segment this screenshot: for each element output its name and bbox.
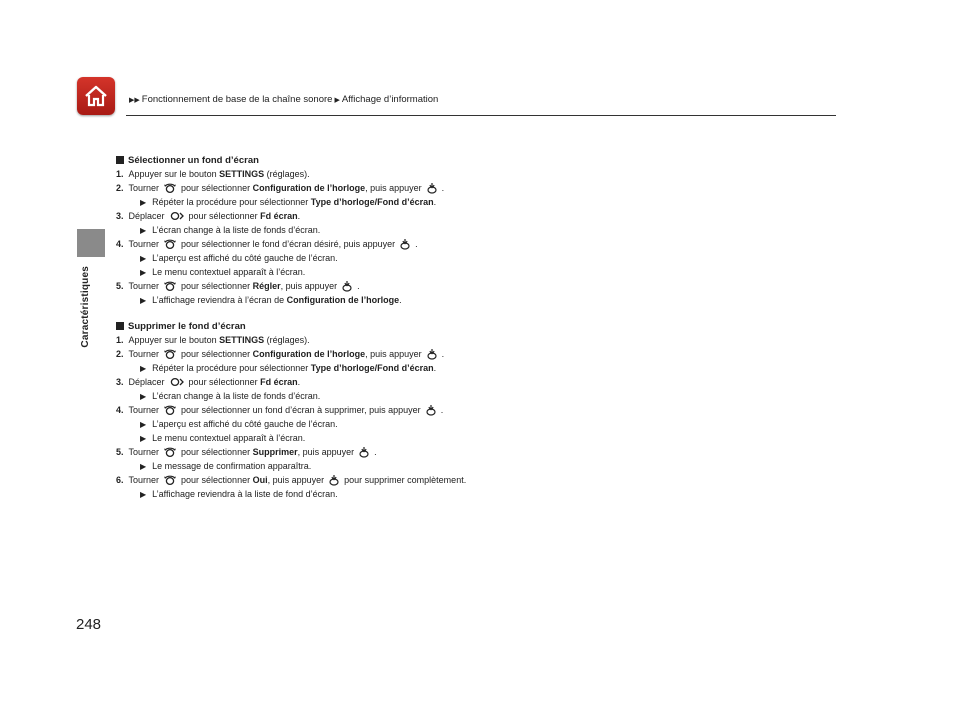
result-arrow-icon: ▶ [140, 489, 147, 499]
result-arrow-icon: ▶ [140, 461, 147, 471]
result-arrow-icon: ▶ [140, 391, 147, 401]
step-2: 2. Tourner pour sélectionner Configuration de l’horloge , puis appuyer . [116, 183, 445, 193]
step-3-result: ▶ L’écran change à la liste de fonds d’écran. [140, 391, 321, 401]
step-5-result: ▶ L’affichage reviendra à l’écran de Configuration de l’horloge . [140, 295, 402, 305]
step-6-result: ▶ L’affichage reviendra à la liste de fond d’écran. [140, 489, 338, 499]
section-delete-wallpaper [116, 319, 836, 501]
step-4: 4. Tourner pour sélectionner le fond d’écran désiré, puis appuyer . [116, 239, 418, 249]
press-knob-icon [425, 404, 437, 416]
rotate-knob-icon [163, 474, 177, 486]
step-1: 1. Appuyer sur le bouton SETTINGS (réglages). [116, 335, 310, 345]
breadcrumb-arrow-icon: ▶ [334, 96, 340, 104]
result-arrow-icon: ▶ [140, 225, 147, 235]
page-number: 248 [76, 616, 102, 633]
step-5: 5. Tourner pour sélectionner Supprimer , puis appuyer . [116, 447, 377, 457]
step-2-result: ▶ Répéter la procédure pour sélectionner Type d’horloge/Fond d’écran . [140, 363, 437, 373]
step-3: 3. Déplacer pour sélectionner Fd écran . [116, 211, 301, 221]
result-arrow-icon: ▶ [140, 363, 147, 373]
step-3-result: ▶ L’écran change à la liste de fonds d’écran. [140, 225, 321, 235]
side-section-label: Caractéristiques [80, 266, 91, 348]
rotate-knob-icon [163, 182, 177, 194]
press-knob-icon [399, 238, 411, 250]
rotate-knob-icon [163, 280, 177, 292]
section-title: Supprimer le fond d’écran [116, 319, 836, 333]
press-knob-icon [426, 348, 438, 360]
breadcrumb [129, 94, 438, 105]
rotate-knob-icon [163, 446, 177, 458]
press-knob-icon [358, 446, 370, 458]
step-4-result-2: ▶ Le menu contextuel apparaît à l’écran. [140, 433, 306, 443]
step-1: 1. Appuyer sur le bouton SETTINGS (réglages). [116, 169, 310, 179]
step-5-result: ▶ Le message de confirmation apparaîtra. [140, 461, 312, 471]
step-5: 5. Tourner pour sélectionner Régler , puis appuyer . [116, 281, 360, 291]
step-4-result-1: ▶ L’aperçu est affiché du côté gauche de l’écran. [140, 419, 338, 429]
result-arrow-icon: ▶ [140, 419, 147, 429]
home-button[interactable] [77, 77, 115, 115]
step-2-result: ▶ Répéter la procédure pour sélectionner Type d’horloge/Fond d’écran . [140, 197, 437, 207]
breadcrumb-link-2[interactable]: Affichage d’information [341, 94, 439, 105]
step-6: 6. Tourner pour sélectionner Oui , puis appuyer pour supprimer complètement. [116, 475, 467, 485]
press-knob-icon [426, 182, 438, 194]
square-bullet-icon [116, 156, 124, 164]
header-divider [126, 115, 836, 116]
result-arrow-icon: ▶ [140, 267, 147, 277]
content [116, 153, 836, 513]
section-title: Sélectionner un fond d’écran [116, 153, 836, 167]
result-arrow-icon: ▶ [140, 295, 147, 305]
step-4-result-2: ▶ Le menu contextuel apparaît à l’écran. [140, 267, 306, 277]
rotate-knob-icon [163, 238, 177, 250]
step-3: 3. Déplacer pour sélectionner Fd écran . [116, 377, 301, 387]
result-arrow-icon: ▶ [140, 253, 147, 263]
rotate-knob-icon [163, 404, 177, 416]
step-4-result-1: ▶ L’aperçu est affiché du côté gauche de l’écran. [140, 253, 338, 263]
step-2: 2. Tourner pour sélectionner Configuration de l’horloge , puis appuyer . [116, 349, 445, 359]
move-knob-icon [169, 376, 185, 388]
rotate-knob-icon [163, 348, 177, 360]
square-bullet-icon [116, 322, 124, 330]
move-knob-icon [169, 210, 185, 222]
press-knob-icon [328, 474, 340, 486]
press-knob-icon [341, 280, 353, 292]
result-arrow-icon: ▶ [140, 197, 147, 207]
breadcrumb-arrow-icon: ▶▶ [129, 96, 140, 104]
home-icon [82, 82, 110, 110]
breadcrumb-link-1[interactable]: Fonctionnement de base de la chaîne sonore [141, 94, 333, 105]
section-select-wallpaper [116, 153, 836, 307]
side-tab[interactable] [77, 229, 105, 257]
result-arrow-icon: ▶ [140, 433, 147, 443]
step-4: 4. Tourner pour sélectionner un fond d’écran à supprimer, puis appuyer . [116, 405, 444, 415]
